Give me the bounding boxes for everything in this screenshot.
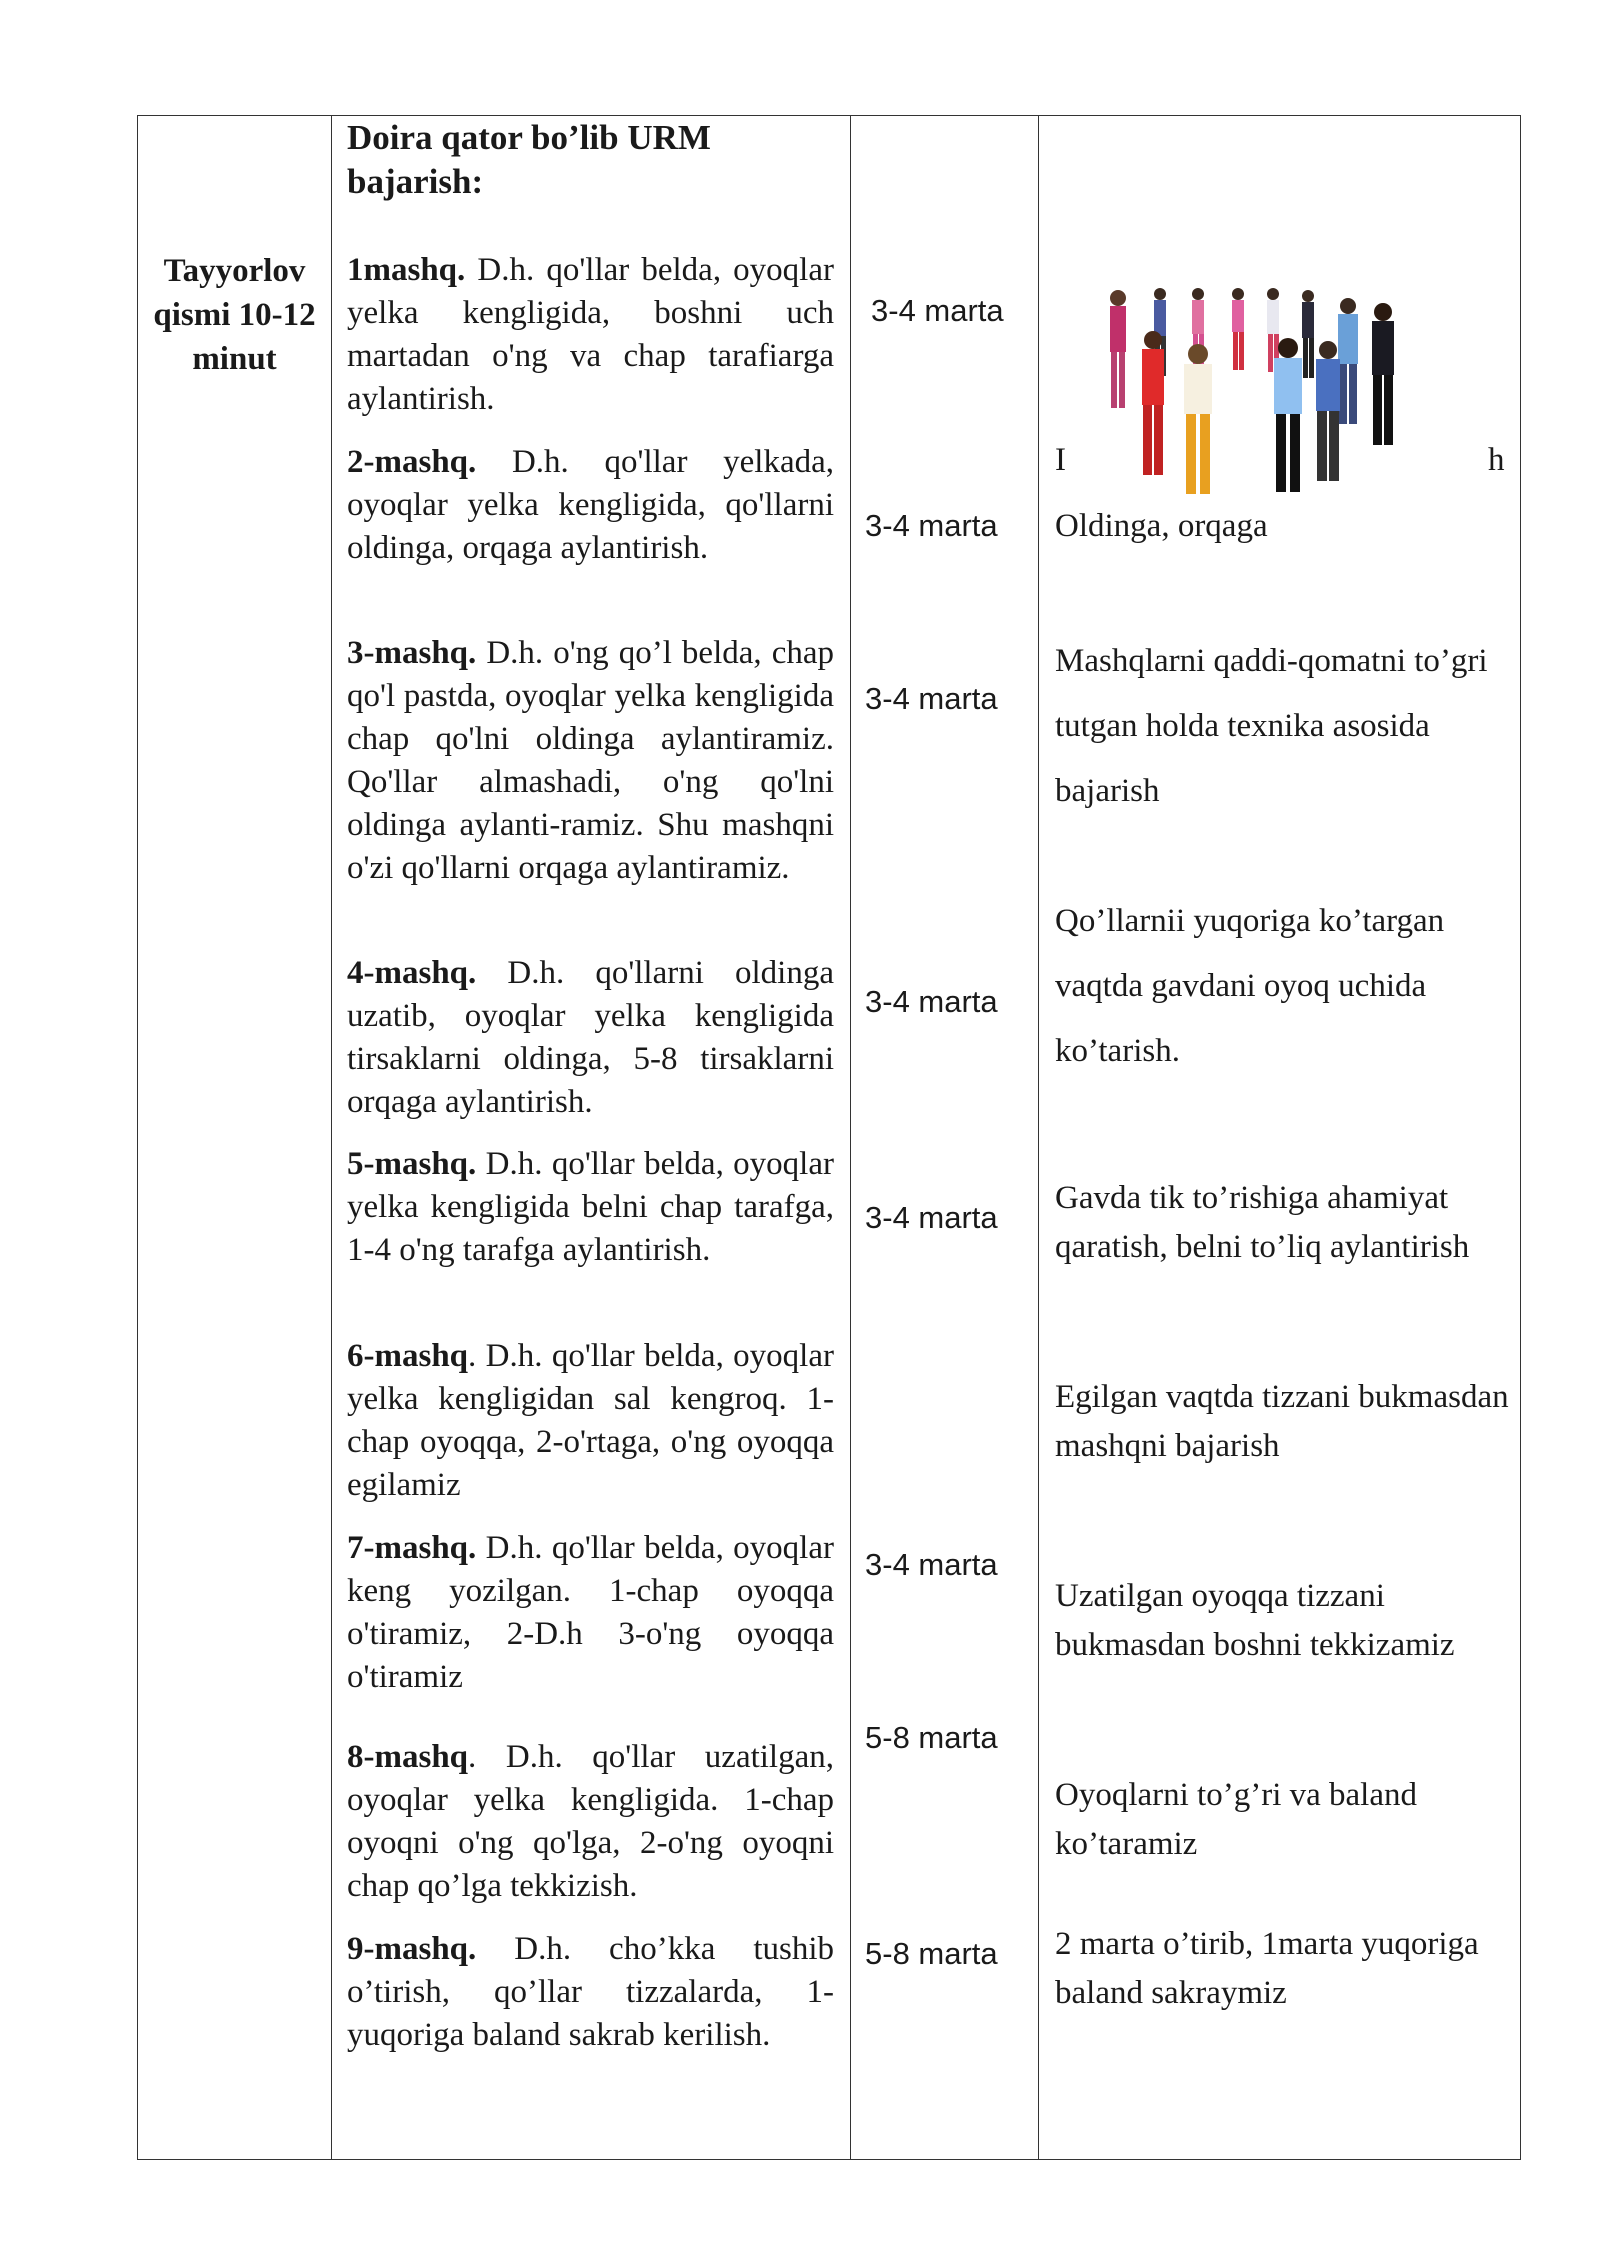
note-fragment: I bbox=[1055, 442, 1066, 478]
exercise-text: D.h. qo'llar belda, oyoqlar yelka kengligida, boshni uch martadan o'ng va chap tarafiarga aylantirish. bbox=[347, 252, 834, 417]
note: Uzatilgan oyoqqa tizzani bukmasdan boshni tekkizamiz bbox=[1055, 1578, 1455, 1663]
exercise-5 bbox=[347, 1143, 834, 1272]
exercise-label: 1mashq. bbox=[347, 252, 466, 288]
exercise-label: 2-mashq. bbox=[347, 444, 477, 480]
exercise-label: 8-mashq bbox=[347, 1739, 469, 1775]
exercise-4 bbox=[347, 952, 834, 1124]
column-divider bbox=[1038, 116, 1039, 2159]
dosage: 3-4 marta bbox=[871, 293, 1004, 328]
exercise-text: D.h. cho’kka tushib o’tirish, qo’llar tizzalarda, 1-yuqoriga baland sakrab kerilish. bbox=[347, 1931, 834, 2053]
exercise-text: D.h. o'ng qo’l belda, chap qo'l pastda, oyoqlar yelka kengligida chap qo'lni oldinga aylantiramiz. Qo'llar almashadi, o'ng qo'lni oldinga aylanti-ramiz. Shu mashqni o'zi qo'llarni orqaga aylantiramiz. bbox=[347, 635, 834, 886]
exercise-6 bbox=[347, 1335, 834, 1507]
note: Mashqlarni qaddi-qomatni to’gri tutgan holda texnika asosida bajarish bbox=[1055, 643, 1488, 809]
exercise-heading: Doira qator bo’lib URM bajarish: bbox=[347, 118, 711, 201]
column-divider bbox=[331, 116, 332, 2159]
child-figure bbox=[1142, 331, 1164, 475]
exercise-label: 4-mashq. bbox=[347, 955, 477, 991]
exercise-label: 7-mashq. bbox=[347, 1530, 477, 1566]
exercise-label: 5-mashq. bbox=[347, 1146, 477, 1182]
note: 2 marta o’tirib, 1marta yuqoriga baland sakraymiz bbox=[1055, 1926, 1479, 2011]
dosage: 3-4 marta bbox=[865, 1200, 998, 1235]
exercise-8 bbox=[347, 1736, 834, 1908]
exercise-text: . D.h. qo'llar belda, oyoqlar yelka kengligidan sal kengroq. 1-chap oyoqqa, 2-o'rtaga, o'ng oyoqqa egilamiz bbox=[347, 1338, 834, 1503]
exercise-text: . D.h. qo'llar uzatilgan, oyoqlar yelka kengligida. 1-chap oyoqni o'ng qo'lga, 2-o'ng oyoqni chap qo’lga tekkizish. bbox=[347, 1739, 834, 1904]
note-fragment: h bbox=[1488, 442, 1505, 478]
exercise-text: D.h. qo'llar yelkada, oyoqlar yelka kengligida, qo'llarni oldinga, orqaga aylantirish. bbox=[347, 444, 834, 566]
dosage: 3-4 marta bbox=[865, 984, 998, 1019]
note: Gavda tik to’rishiga ahamiyat qaratish, belni to’liq aylantirish bbox=[1055, 1180, 1470, 1265]
column-divider bbox=[850, 116, 851, 2159]
exercise-3 bbox=[347, 632, 834, 890]
dosage: 5-8 marta bbox=[865, 1720, 998, 1755]
dosage: 3-4 marta bbox=[865, 1547, 998, 1582]
exercise-label: 9-mashq. bbox=[347, 1931, 477, 1967]
child-figure bbox=[1338, 298, 1358, 424]
note: Qo’llarnii yuqoriga ko’targan vaqtda gavdani oyoq uchida ko’tarish. bbox=[1055, 903, 1445, 1069]
note: Oldinga, orqaga bbox=[1055, 508, 1268, 544]
child-figure bbox=[1232, 288, 1244, 370]
dosage: 3-4 marta bbox=[865, 508, 998, 543]
child-figure bbox=[1184, 344, 1212, 494]
exercise-7 bbox=[347, 1527, 834, 1699]
exercise-1 bbox=[347, 249, 834, 421]
exercise-2 bbox=[347, 441, 834, 570]
child-figure bbox=[1316, 341, 1340, 481]
child-figure bbox=[1372, 303, 1394, 445]
dosage: 5-8 marta bbox=[865, 1936, 998, 1971]
child-figure bbox=[1302, 290, 1314, 378]
section-name: Tayyorlov qismi 10-12 minut bbox=[153, 253, 316, 377]
child-figure bbox=[1110, 290, 1126, 408]
exercise-text: D.h. qo'llar belda, oyoqlar yelka kengligida belni chap tarafga, 1-4 o'ng tarafga aylantirish. bbox=[347, 1146, 834, 1268]
note: Oyoqlarni to’g’ri va baland ko’taramiz bbox=[1055, 1777, 1417, 1862]
children-exercising-circle-photo-icon bbox=[1098, 284, 1408, 504]
exercise-text: D.h. qo'llarni oldinga uzatib, oyoqlar yelka kengligida tirsaklarni oldinga, 5-8 tirsaklarni orqaga aylantirish. bbox=[347, 955, 834, 1120]
dosage: 3-4 marta bbox=[865, 681, 998, 716]
child-figure bbox=[1274, 338, 1302, 492]
exercise-label: 6-mashq bbox=[347, 1338, 469, 1374]
lesson-table bbox=[137, 115, 1521, 2160]
note: Egilgan vaqtda tizzani bukmasdan mashqni bajarish bbox=[1055, 1379, 1509, 1464]
exercise-label: 3-mashq. bbox=[347, 635, 477, 671]
exercise-9 bbox=[347, 1928, 834, 2057]
exercise-text: D.h. qo'llar belda, oyoqlar keng yozilgan. 1-chap oyoqqa o'tiramiz, 2-D.h 3-o'ng oyoqqa o'tiramiz bbox=[347, 1530, 834, 1695]
